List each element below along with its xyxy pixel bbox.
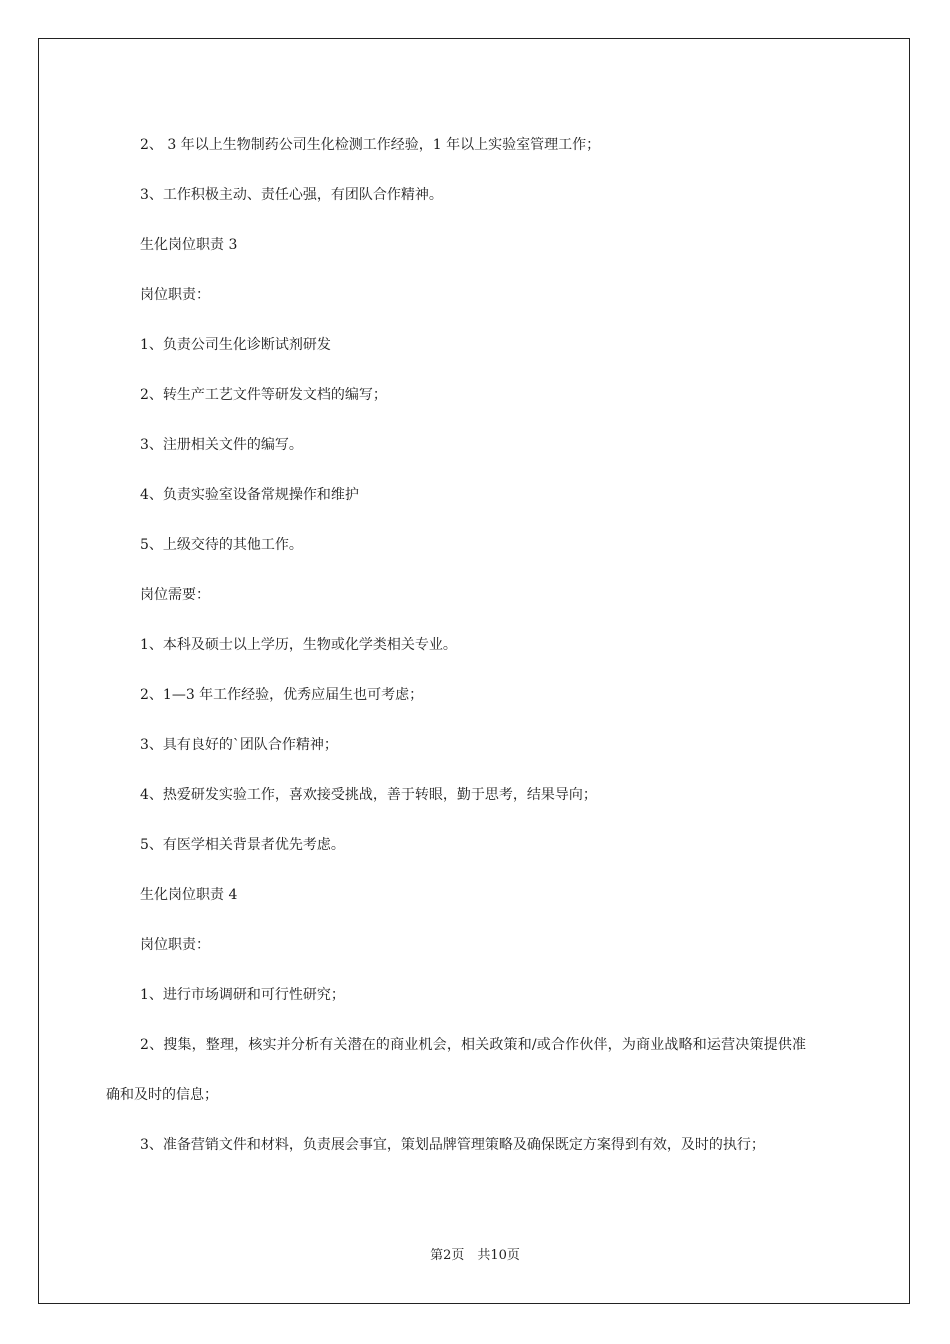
paragraph: 生化岗位职责 3 [140, 237, 238, 253]
paragraph: 岗位需要： [140, 587, 210, 603]
paragraph: 2、搜集，整理，核实并分析有关潜在的商业机会，相关政策和/或合作伙伴，为商业战略和运营决策提供准确和及时的信息； [106, 1037, 806, 1103]
paragraph: 4、热爱研发实验工作，喜欢接受挑战，善于转眼，勤于思考，结果导向； [140, 787, 597, 803]
paragraph: 4、负责实验室设备常规操作和维护 [140, 487, 359, 503]
paragraph: 3、工作积极主动、责任心强，有团队合作精神。 [140, 187, 443, 203]
paragraph: 2、 3 年以上生物制药公司生化检测工作经验，1 年以上实验室管理工作； [140, 137, 601, 153]
paragraph: 3、注册相关文件的编写。 [140, 437, 303, 453]
paragraph: 3、准备营销文件和材料，负责展会事宜，策划品牌管理策略及确保既定方案得到有效，及时的执行； [140, 1137, 765, 1153]
paragraph: 1、本科及硕士以上学历，生物或化学类相关专业。 [140, 637, 457, 653]
paragraph: 5、有医学相关背景者优先考虑。 [140, 837, 345, 853]
paragraph: 2、转生产工艺文件等研发文档的编写； [140, 387, 387, 403]
paragraph: 5、上级交待的其他工作。 [140, 537, 303, 553]
paragraph: 生化岗位职责 4 [140, 887, 238, 903]
paragraph: 1、负责公司生化诊断试剂研发 [140, 337, 331, 353]
paragraph: 1、进行市场调研和可行性研究； [140, 987, 345, 1003]
paragraph: 3、具有良好的`团队合作精神； [140, 737, 338, 753]
document-body [106, 120, 806, 1170]
paragraph: 2、1—3 年工作经验，优秀应届生也可考虑； [140, 687, 424, 703]
paragraph: 岗位职责： [140, 287, 210, 303]
page-footer: 第2页 共10页 [430, 1248, 520, 1263]
paragraph: 岗位职责： [140, 937, 210, 953]
